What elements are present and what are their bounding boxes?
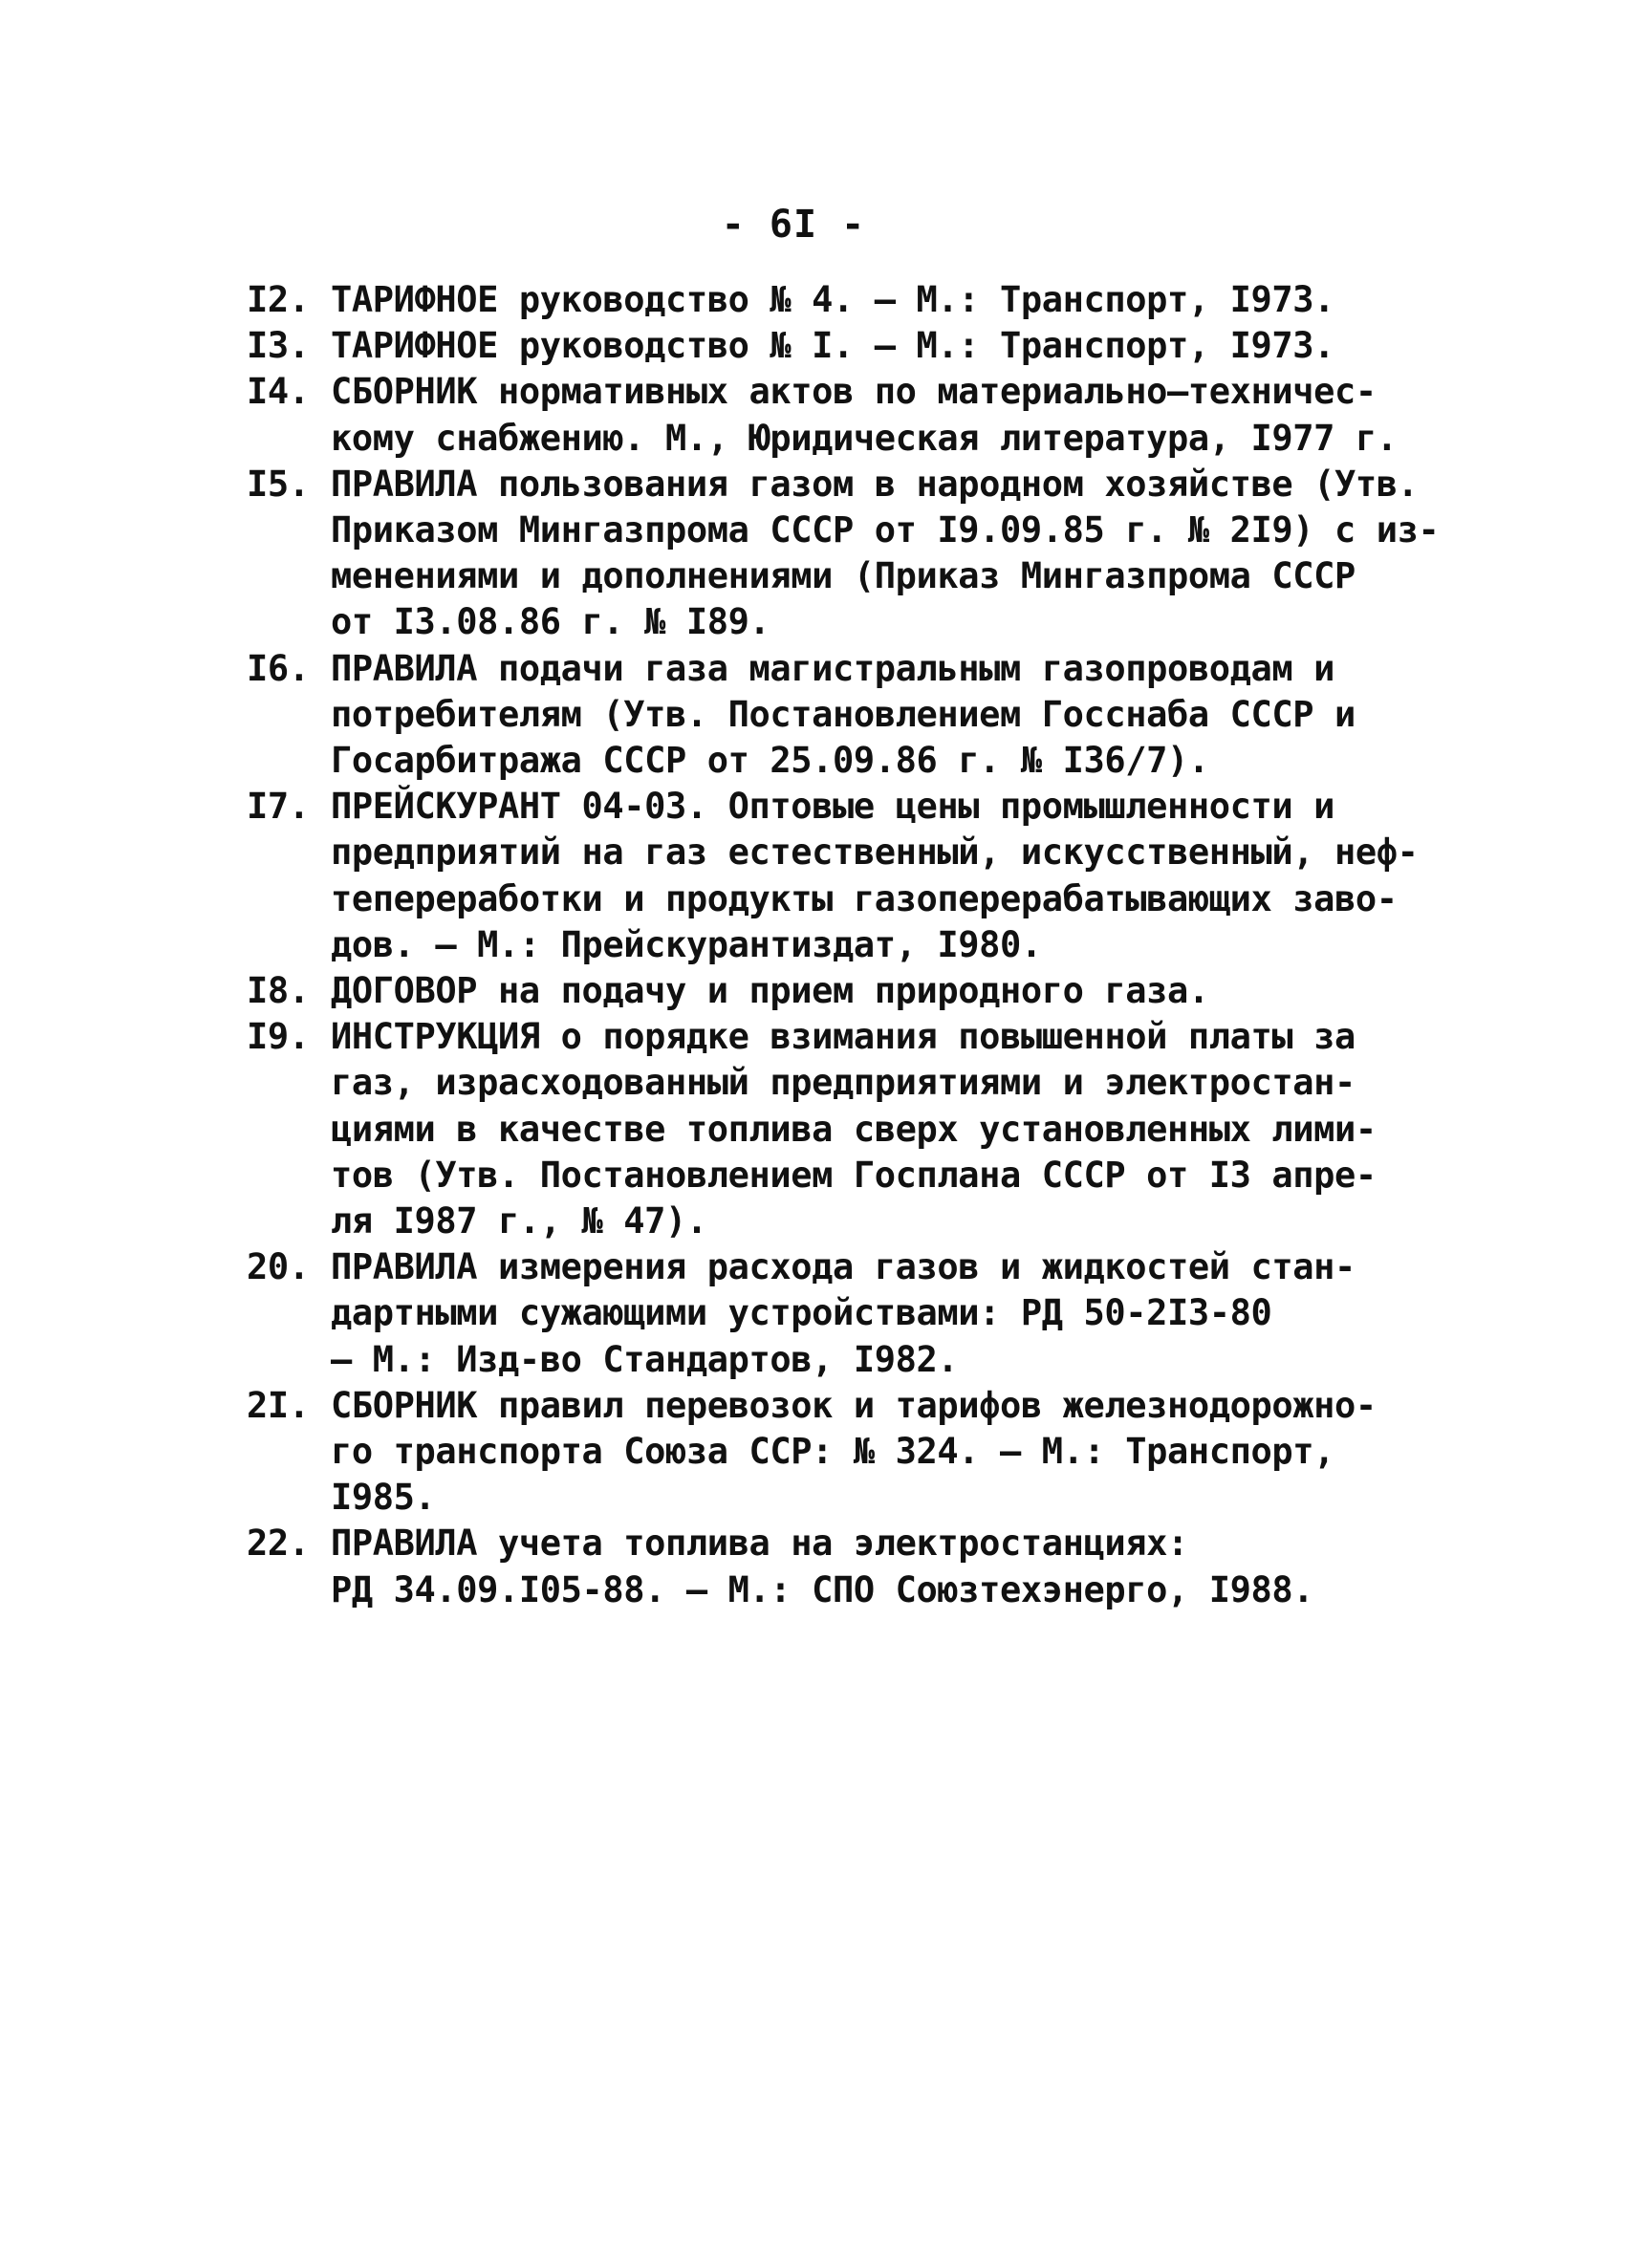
reference-item <box>247 323 1394 369</box>
reference-item <box>247 784 1419 968</box>
reference-text-line: потребителям (Утв. Постановлением Госснаба СССР и <box>331 693 1356 735</box>
reference-number: I9. <box>247 1016 310 1058</box>
reference-number: I5. <box>247 463 310 505</box>
reference-item <box>247 462 1440 646</box>
reference-text-line: от I3.08.86 г. № I89. <box>331 601 770 643</box>
reference-item <box>247 1521 1394 1612</box>
reference-item <box>247 1014 1394 1244</box>
reference-number: 22. <box>247 1523 310 1565</box>
reference-text-line: кому снабжению. М., Юридическая литература, I977 г. <box>331 417 1398 459</box>
reference-text-line: ПРЕЙСКУРАНТ 04-03. Оптовые цены промышленности и <box>331 786 1335 828</box>
reference-text-line: ТАРИФНОЕ руководство № I. – М.: Транспорт, I973. <box>331 325 1335 367</box>
reference-text-line: дов. – М.: Прейскурантиздат, I980. <box>331 923 1042 965</box>
reference-text-line: Госарбитража СССР от 25.09.86 г. № I36/7). <box>331 740 1209 782</box>
reference-number: 2I. <box>247 1384 310 1426</box>
reference-number: 20. <box>247 1246 310 1288</box>
reference-text-line: – М.: Изд-во Стандартов, I982. <box>331 1338 959 1380</box>
reference-text-line: ля I987 г., № 47). <box>331 1200 707 1242</box>
reference-text-line: тов (Утв. Постановлением Госплана СССР от I3 апре- <box>331 1154 1377 1196</box>
reference-list <box>247 277 1440 1613</box>
reference-number: I8. <box>247 970 310 1012</box>
reference-number: I7. <box>247 786 310 828</box>
reference-text-line: тепереработки и продукты газоперерабатывающих заво- <box>331 877 1398 919</box>
reference-text-line: ПРАВИЛА измерения расхода газов и жидкостей стан- <box>331 1246 1356 1288</box>
reference-text-line: го транспорта Союза ССР: № 324. – М.: Транспорт, <box>331 1431 1335 1473</box>
reference-number: I6. <box>247 647 310 689</box>
reference-text-line: менениями и дополнениями (Приказ Мингазпрома СССР <box>331 555 1356 597</box>
reference-text-line: ПРАВИЛА подачи газа магистральным газопроводам и <box>331 647 1335 689</box>
reference-text-line: газ, израсходованный предприятиями и электростан- <box>331 1062 1356 1104</box>
reference-text-line: Приказом Мингазпрома СССР от I9.09.85 г. № 2I9) с из- <box>331 509 1440 551</box>
reference-number: I2. <box>247 279 310 320</box>
reference-item <box>247 1383 1394 1522</box>
reference-item <box>247 1244 1394 1383</box>
reference-text-line: ТАРИФНОЕ руководство № 4. – М.: Транспорт, I973. <box>331 279 1335 320</box>
reference-item <box>247 646 1394 785</box>
reference-text-line: ДОГОВОР на подачу и прием природного газа. <box>331 970 1209 1012</box>
reference-text-line: I985. <box>331 1477 436 1519</box>
reference-number: I3. <box>247 325 310 367</box>
reference-text-line: предприятий на газ естественный, искусственный, неф- <box>331 832 1419 874</box>
reference-text-line: ПРАВИЛА учета топлива на электростанциях: <box>331 1523 1188 1565</box>
reference-item <box>247 369 1398 461</box>
reference-text-line: циями в качестве топлива сверх установленных лими- <box>331 1108 1377 1150</box>
reference-text-line: СБОРНИК правил перевозок и тарифов железнодорожно- <box>331 1384 1377 1426</box>
reference-item <box>247 277 1394 323</box>
reference-text-line: дартными сужающими устройствами: РД 50-2I3-80 <box>331 1292 1272 1334</box>
page-number: - 6I - <box>721 203 866 247</box>
reference-text-line: РД 34.09.I05-88. – М.: СПО Союзтехэнерго, I988. <box>331 1568 1314 1610</box>
reference-number: I4. <box>247 371 310 413</box>
reference-text-line: ПРАВИЛА пользования газом в народном хозяйстве (Утв. <box>331 463 1419 505</box>
reference-item <box>247 968 1394 1014</box>
reference-text-line: ИНСТРУКЦИЯ о порядке взимания повышенной платы за <box>331 1016 1356 1058</box>
reference-text-line: СБОРНИК нормативных актов по материально–техничес- <box>331 371 1377 413</box>
